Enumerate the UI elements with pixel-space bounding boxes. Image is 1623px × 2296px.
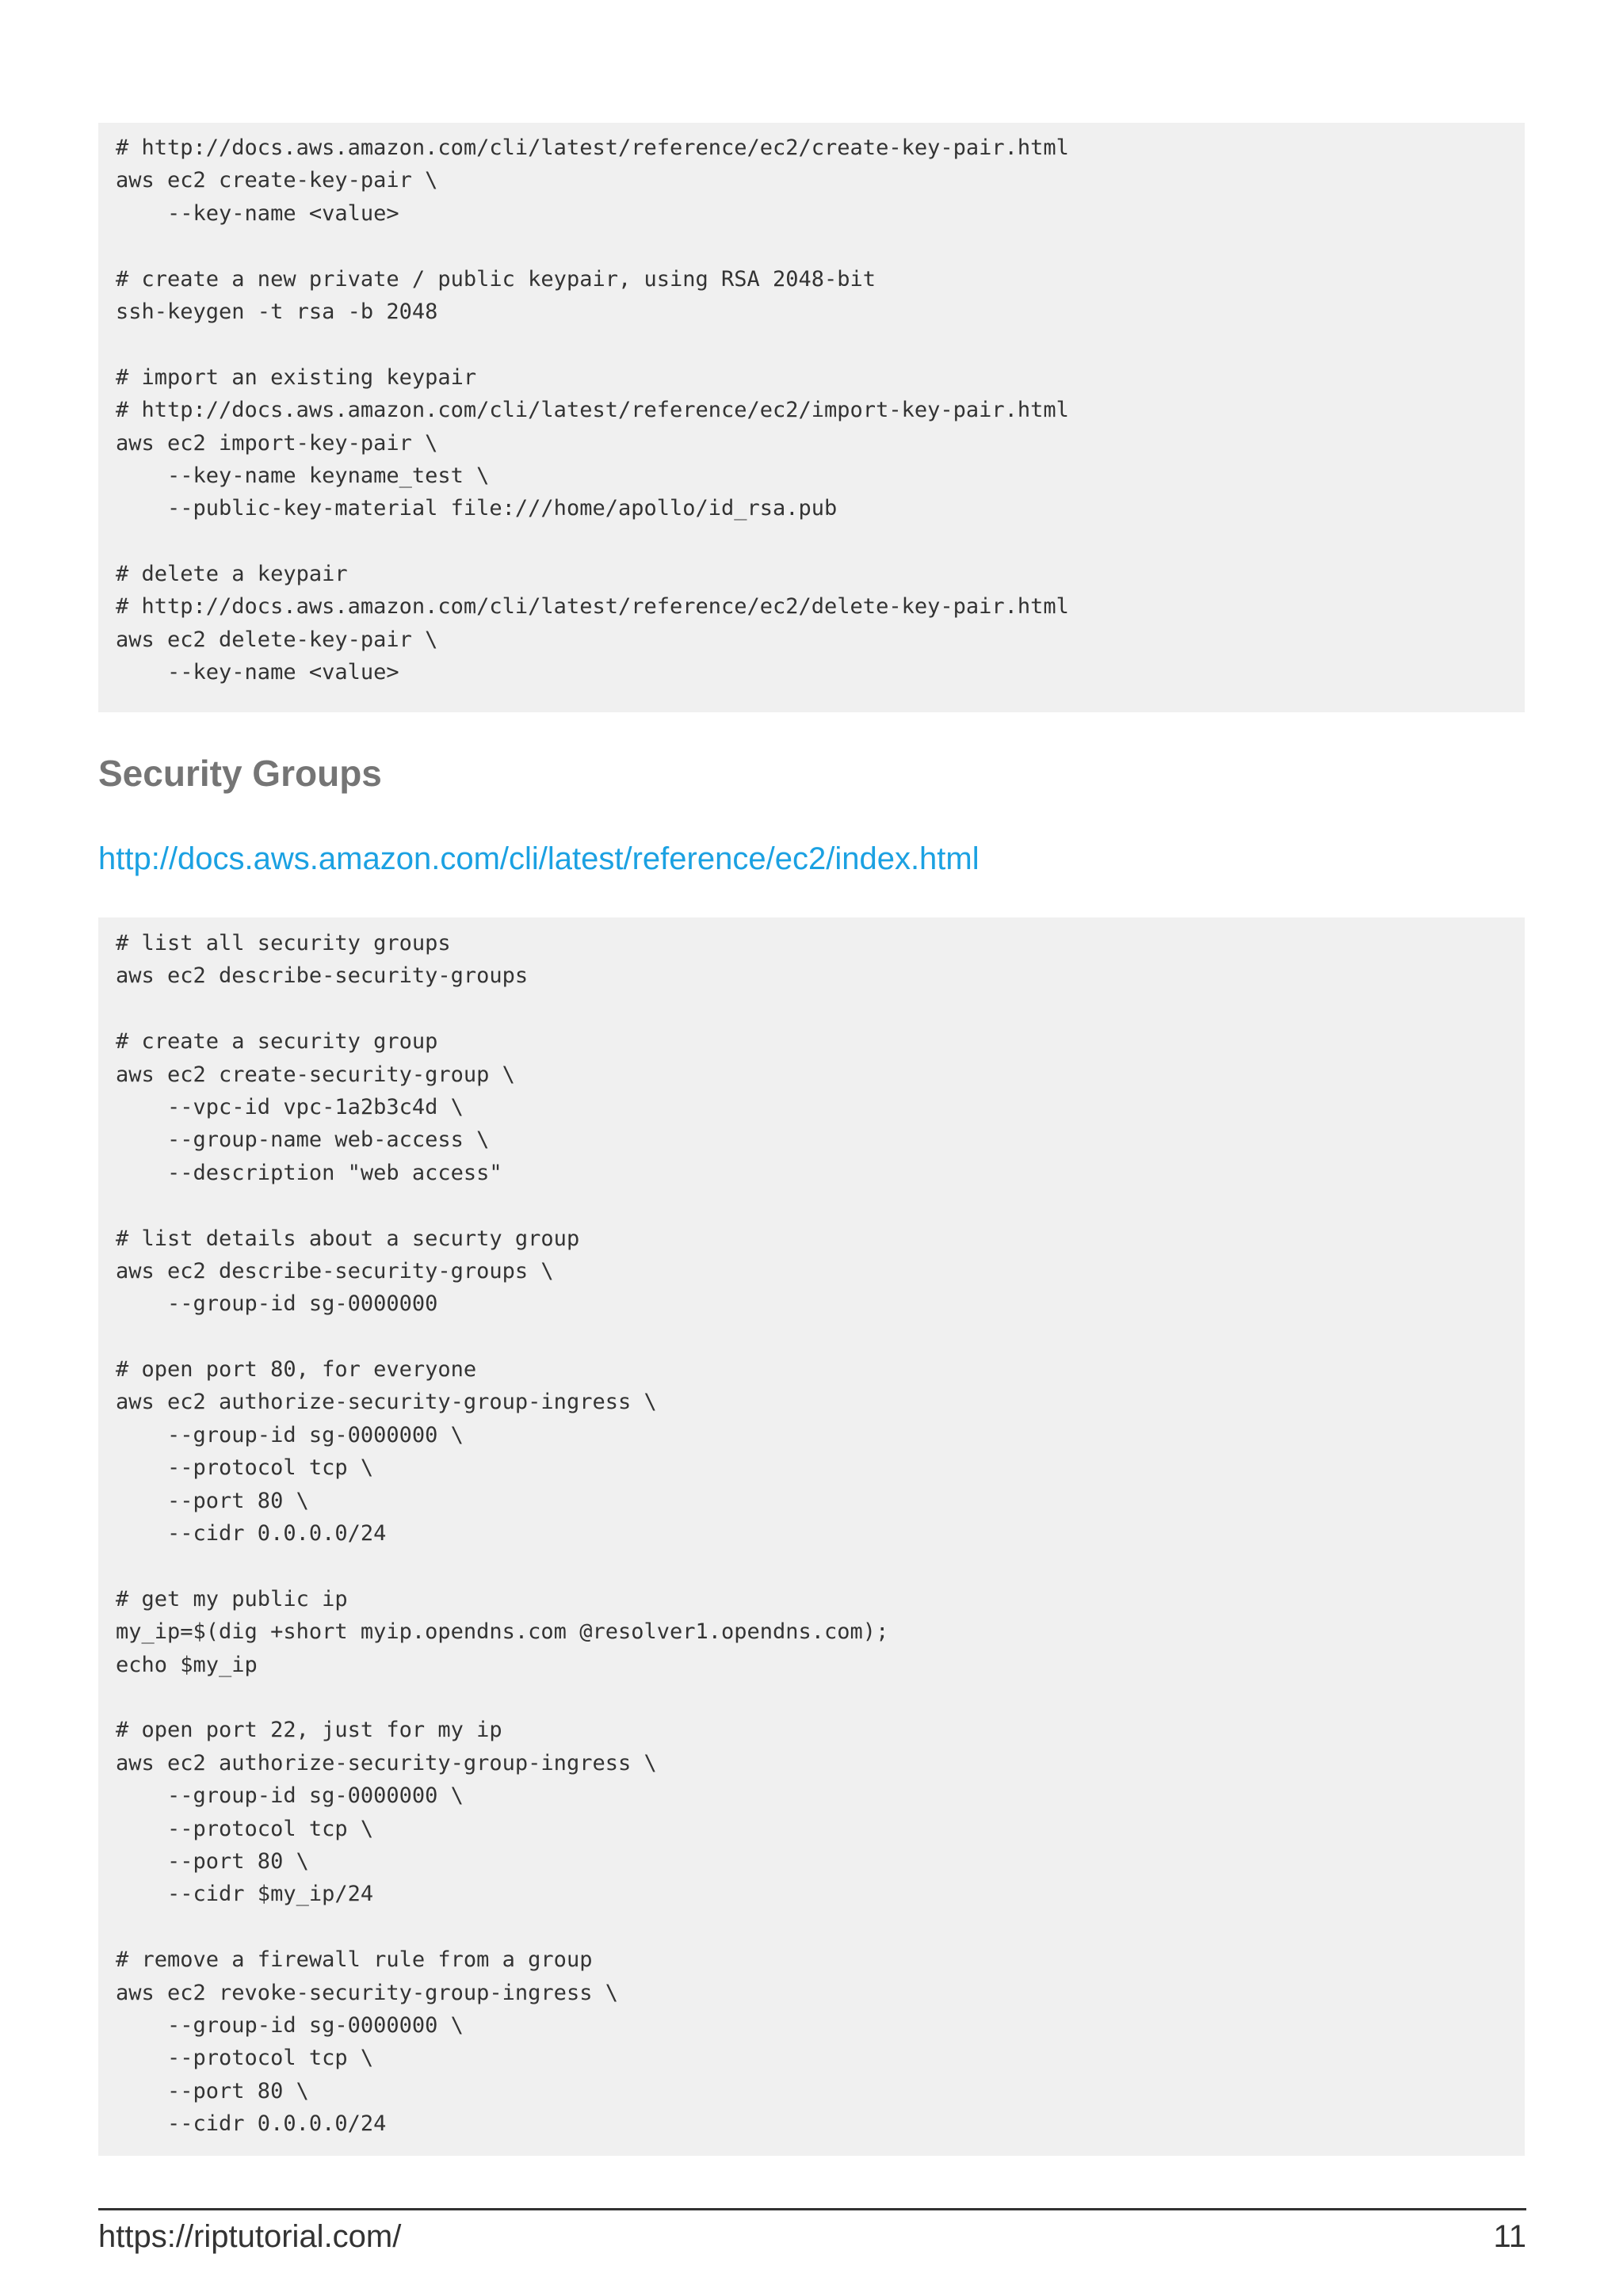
- code-line: [116, 1189, 1507, 1222]
- code-line: echo $my_ip: [116, 1652, 258, 1677]
- code-line: [116, 1681, 1507, 1714]
- section-heading: Security Groups: [98, 753, 382, 794]
- code-line: --cidr 0.0.0.0/24: [116, 1521, 387, 1547]
- code-line: --key-name keyname_test \: [116, 463, 490, 488]
- code-line: --key-name <value>: [116, 200, 399, 226]
- code-line: --cidr $my_ip/24: [116, 1882, 374, 1907]
- code-line: [116, 230, 1507, 262]
- code-line: # remove a firewall rule from a group: [116, 1947, 593, 1973]
- code-line: aws ec2 create-security-group \: [116, 1062, 515, 1087]
- code-line: # get my public ip: [116, 1586, 348, 1611]
- code-line: --cidr 0.0.0.0/24: [116, 2111, 387, 2137]
- code-line: --port 80 \: [116, 1848, 309, 1874]
- code-line: aws ec2 delete-key-pair \: [116, 627, 438, 652]
- code-line: # open port 80, for everyone: [116, 1357, 477, 1383]
- code-line: # http://docs.aws.amazon.com/cli/latest/reference/ec2/delete-key-pair.html: [116, 594, 1069, 620]
- code-line: # list all security groups: [116, 931, 451, 955]
- code-line: # delete a keypair: [116, 562, 348, 587]
- code-line: --group-id sg-0000000: [116, 1291, 438, 1317]
- code-line: [116, 993, 1507, 1025]
- code-line: # list details about a securty group: [116, 1226, 580, 1251]
- code-line: --protocol tcp \: [116, 1816, 374, 1841]
- code-line: [116, 1911, 1507, 1943]
- code-line: --group-id sg-0000000 \: [116, 2012, 464, 2038]
- footer-url: https://riptutorial.com/: [98, 2219, 402, 2254]
- code-line: # import an existing keypair: [116, 364, 477, 390]
- code-line: aws ec2 authorize-security-group-ingress \: [116, 1390, 657, 1415]
- code-line: aws ec2 revoke-security-group-ingress \: [116, 1980, 618, 2005]
- code-line: # create a new private / public keypair, using RSA 2048-bit: [116, 266, 876, 292]
- code-line: # http://docs.aws.amazon.com/cli/latest/reference/ec2/import-key-pair.html: [116, 398, 1069, 423]
- code-line: --description "web access": [116, 1160, 502, 1185]
- page-number: 11: [1493, 2219, 1526, 2254]
- code-line: [116, 525, 1507, 558]
- code-line: [116, 1321, 1507, 1353]
- code-line: --public-key-material file:///home/apollo/id_rsa.pub: [116, 496, 838, 521]
- footer-divider: [98, 2208, 1526, 2210]
- code-line: aws ec2 authorize-security-group-ingress \: [116, 1750, 657, 1775]
- code-line: --group-id sg-0000000 \: [116, 1422, 464, 1447]
- code-line: my_ip=$(dig +short myip.opendns.com @resolver1.opendns.com);: [116, 1619, 889, 1645]
- code-block-key-pairs: [98, 123, 1525, 712]
- code-line: --port 80 \: [116, 2078, 309, 2103]
- code-line: aws ec2 create-key-pair \: [116, 168, 438, 193]
- code-line: # create a security group: [116, 1029, 438, 1055]
- code-line: --port 80 \: [116, 1488, 309, 1513]
- code-line: --vpc-id vpc-1a2b3c4d \: [116, 1094, 464, 1119]
- code-line: aws ec2 describe-security-groups \: [116, 1258, 554, 1283]
- ec2-reference-link[interactable]: http://docs.aws.amazon.com/cli/latest/reference/ec2/index.html: [98, 841, 980, 876]
- code-line: ssh-keygen -t rsa -b 2048: [116, 299, 438, 324]
- code-line: aws ec2 describe-security-groups: [116, 963, 529, 989]
- code-line: --group-id sg-0000000 \: [116, 1783, 464, 1809]
- code-block-security-groups: [98, 917, 1525, 2156]
- code-line: --group-name web-access \: [116, 1127, 490, 1153]
- code-line: aws ec2 import-key-pair \: [116, 430, 438, 456]
- code-line: --protocol tcp \: [116, 1455, 374, 1481]
- code-line: --key-name <value>: [116, 660, 399, 685]
- code-line: [116, 1550, 1507, 1582]
- code-line: # open port 22, just for my ip: [116, 1718, 502, 1743]
- code-line: --protocol tcp \: [116, 2046, 374, 2071]
- code-line: # http://docs.aws.amazon.com/cli/latest/reference/ec2/create-key-pair.html: [116, 135, 1069, 160]
- code-line: [116, 328, 1507, 360]
